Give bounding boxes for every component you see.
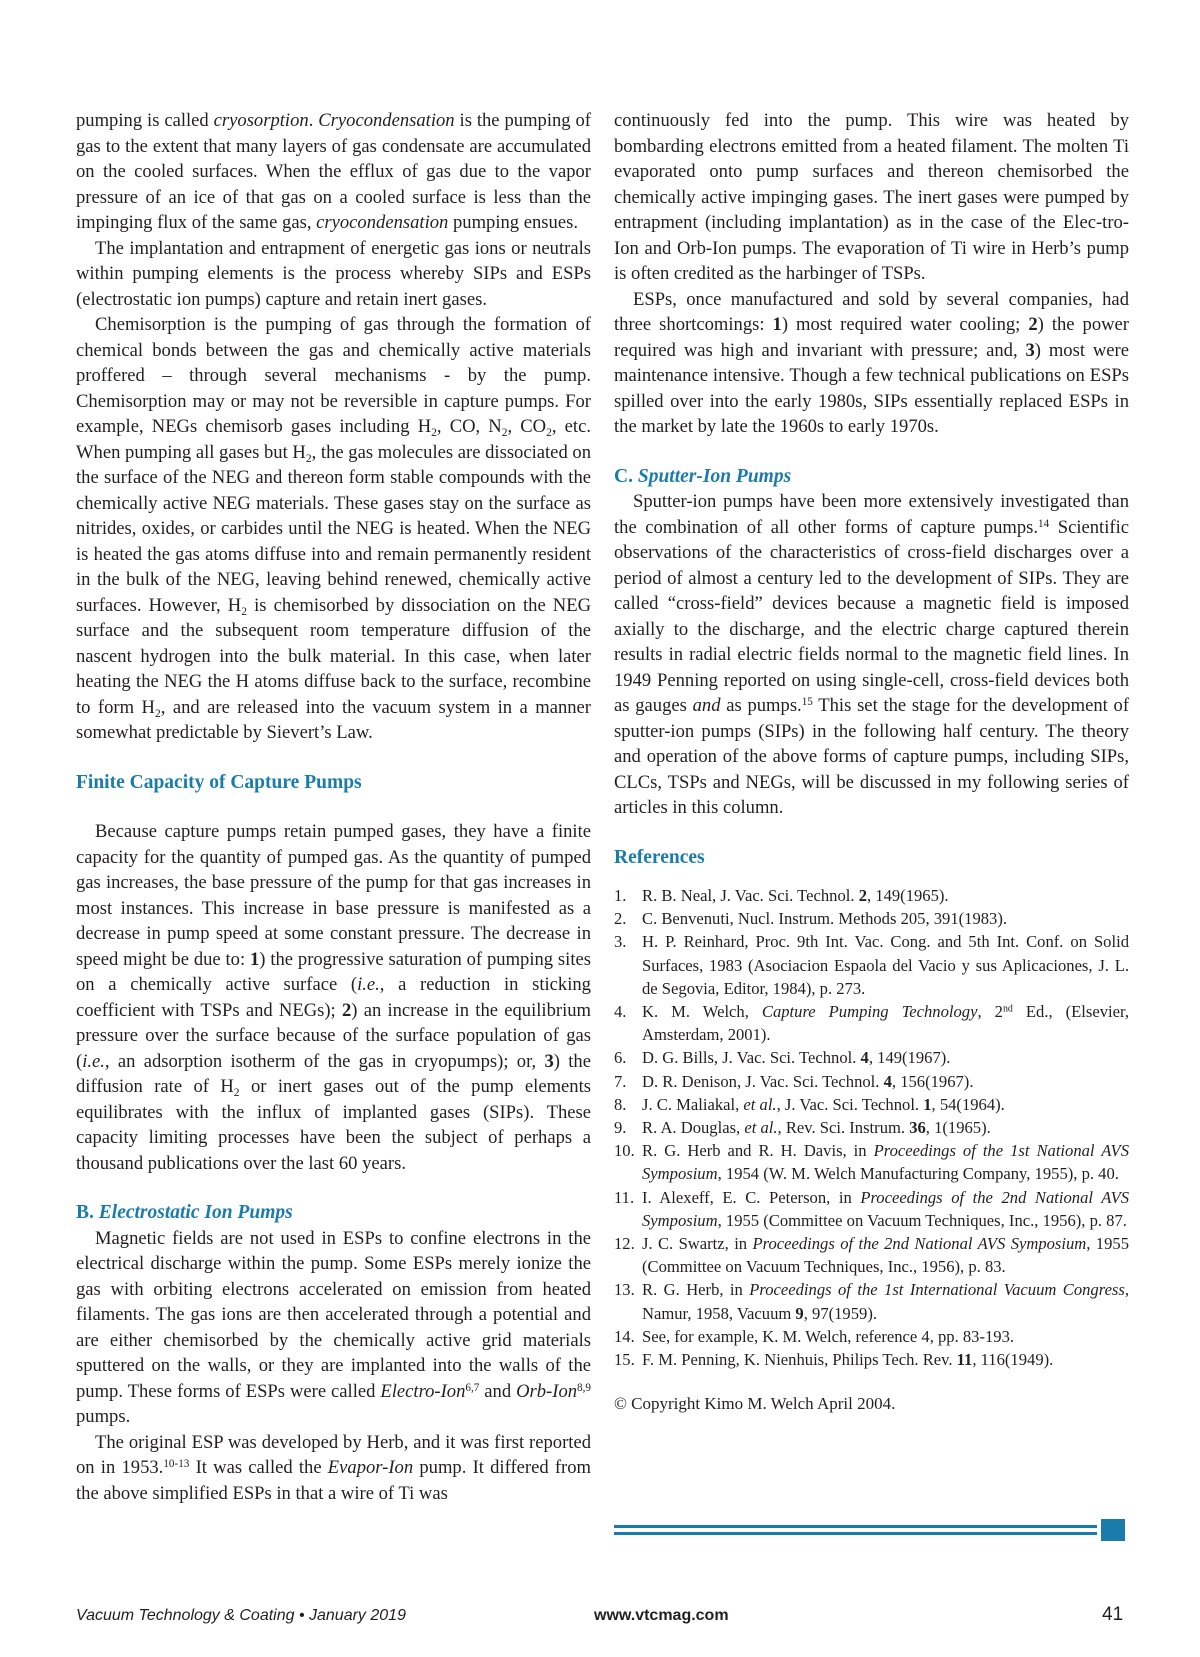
- reference-item: 11. I. Alexeff, E. C. Peterson, in Proceedings of the 2nd National AVS Symposium, 1955 (Committee on Vacuum Techniques, Inc., 1956), p. 87.: [614, 1187, 1130, 1230]
- reference-item: 13. R. G. Herb, in Proceedings of the 1st International Vacuum Congress, Namur, 1958, Vacuum 9, 97(1959).: [614, 1280, 1130, 1323]
- heading-sputter-ion-pumps: C. Sputter-Ion Pumps: [614, 465, 792, 487]
- reference-item: 4. K. M. Welch, Capture Pumping Technology, 2nd Ed., (Elsevier, Amsterdam, 2001).: [614, 1002, 1130, 1045]
- paragraph-chemisorption: Chemisorption is the pumping of gas through the formation of chemical bonds between the gas and chemically active materials proffered – through several mechanisms - by the pump. Chemisorption may or may not be reversible in capture pumps. For example, NEGs chemisorb gases including $H_2$, CO, $N_2$, $CO_2$, etc. When pumping all gases but $H_2$, the gas molecules are dissociated on the surface of the NEG and thereon form stable compounds with the chemically active NEG materials. These gases stay on the surface as nitrides, oxides, or carbides until the NEG is heated. When the NEG is heated the gas atoms diffuse into and remain permanently resident in the bulk of the NEG, leaving behind renewed, chemically active surfaces. However, $H_2$ is chemisorbed by dissociation on the NEG surface and the subsequent room temperature diffusion of the nascent hydrogen into the bulk material. In this case, when later heating the NEG the H atoms diffuse back to the surface, recombine to form $H_2$, and are released into the vacuum system in a manner somewhat predictable by Sievert’s Law.: [76, 314, 591, 743]
- copyright-notice: © Copyright Kimo M. Welch April 2004.: [614, 1394, 896, 1414]
- reference-item: 2. C. Benvenuti, Nucl. Instrum. Methods 205, 391(1983).: [614, 909, 1008, 929]
- reference-item: 3. H. P. Reinhard, Proc. 9th Int. Vac. Cong. and 5th Int. Conf. on Solid Surfaces, 1983 (Asociacion Espaola del Vacio y sus Aplicaciones, J. L. de Segovia, Editor, 1984), p. 273.: [614, 932, 1129, 998]
- reference-item: 9. R. A. Douglas, et al., Rev. Sci. Instrum. 36, 1(1965).: [614, 1118, 991, 1138]
- page-number: 41: [1102, 1604, 1124, 1625]
- right-column: [614, 108, 1129, 1417]
- paragraph-evapor-ion: continuously fed into the pump. This wire was heated by bombarding electrons emitted from a heated filament. The molten Ti evaporated onto pump surfaces and thereon chemisorbed the chemically active impinging gases. The inert gases were pumped by entrapment (including implantation) as in the case of the Elec-tro-Ion and Orb-Ion pumps. The evaporation of Ti wire in Herb’s pump is often credited as the harbinger of TSPs.: [614, 110, 1129, 284]
- paragraph-implantation: The implantation and entrapment of energetic gas ions or neutrals within pumping elements is the process whereby SIPs and ESPs (electrostatic ion pumps) capture and retain inert gases.: [76, 237, 591, 310]
- footer-publication: Vacuum Technology & Coating • January 2019: [76, 1607, 406, 1624]
- paragraph-esp-description: Magnetic fields are not used in ESPs to confine electrons in the electrical discharge within the pump. Some ESPs merely ionize the gas with orbiting electrons accelerated on emission from heated filaments. The gas ions are then accelerated through a potential and are either chemisorbed by the chemically active grid materials sputtered on the walls, or they are implanted into the walls of the pump. These forms of ESPs were called Electro-Ion$^{6,7}$ and Orb-Ion$^{8,9}$ pumps.: [76, 1227, 591, 1427]
- reference-item: 8. J. C. Maliakal, et al., J. Vac. Sci. Technol. 1, 54(1964).: [614, 1094, 1005, 1114]
- paragraph-sputter-ion: Sputter-ion pumps have been more extensively investigated than the combination of all other forms of capture pumps.$^{14}$ Scientific observations of the characteristics of cross-field discharges over a period of almost a century led to the development of SIPs. They are called “cross-field” devices because a magnetic field is imposed axially to the discharge, and the electric charge captured therein results in radial electric fields normal to the magnetic field lines. In 1949 Penning reported on using single-cell, cross-field devices both as gauges and as pumps.$^{15}$ This set the stage for the development of sputter-ion pumps (SIPs) in the following half century. The theory and operation of the above forms of capture pumps, including SIPs, CLCs, TSPs and NEGs, will be discussed in my following series of articles in this column.: [614, 491, 1130, 818]
- reference-item: 7. D. R. Denison, J. Vac. Sci. Technol. 4, 156(1967).: [614, 1071, 974, 1091]
- end-mark-square-icon: [1101, 1519, 1125, 1541]
- reference-item: 15. F. M. Penning, K. Nienhuis, Philips Tech. Rev. 11, 116(1949).: [614, 1350, 1054, 1370]
- left-column: [76, 108, 591, 1506]
- reference-item: 6. D. G. Bills, J. Vac. Sci. Technol. 4, 149(1967).: [614, 1048, 951, 1068]
- reference-item: 14. See, for example, K. M. Welch, reference 4, pp. 83-193.: [614, 1326, 1015, 1346]
- heading-electrostatic-ion-pumps: B. Electrostatic Ion Pumps: [76, 1202, 293, 1223]
- end-of-article-rule: [614, 1525, 1097, 1533]
- reference-list: [614, 884, 1129, 1371]
- paragraph-original-esp: The original ESP was developed by Herb, and it was first reported on in 1953.$^{10-13}$ It was called the Evapor-Ion pump. It differed from the above simplified ESPs in that a wire of Ti was: [76, 1431, 591, 1504]
- paragraph-cryosorption: pumping is called cryosorption. Cryocondensation is the pumping of gas to the extent that many layers of gas condensate are accumulated on the cooled surfaces. When the efflux of gas due to the vapor pressure of an ice of that gas on a cooled surface is less than the impinging flux of the same gas, cryocondensation pumping ensues.: [76, 110, 591, 233]
- heading-finite-capacity: Finite Capacity of Capture Pumps: [76, 771, 362, 793]
- heading-references: References: [614, 846, 705, 868]
- footer-website-link[interactable]: www.vtcmag.com: [594, 1607, 729, 1624]
- reference-item: 1. R. B. Neal, J. Vac. Sci. Technol. 2, 149(1965).: [614, 886, 949, 905]
- reference-item: 12. J. C. Swartz, in Proceedings of the 2nd National AVS Symposium, 1955 (Committee on Vacuum Techniques, Inc., 1956), p. 83.: [614, 1234, 1129, 1277]
- paragraph-finite-capacity: Because capture pumps retain pumped gases, they have a finite capacity for the quantity of pumped gas. As the quantity of pumped gas increases, the base pressure of the pump for that gas increases in most instances. This increase in base pressure is manifested as a decrease in pump speed at some constant pressure. The decrease in speed might be due to: 1) the progressive saturation of pumping sites on a chemically active surface (i.e., a reduction in sticking coefficient with TSPs and NEGs); 2) an increase in the equilibrium pressure over the surface because of the surface population of gas (i.e., an adsorption isotherm of the gas in cryopumps); or, 3) the diffusion rate of $H_2$ or inert gases out of the pump elements equilibrates with the influx of implanted gases (SIPs). These capacity limiting processes have been the subject of perhaps a thousand publications over the last 60 years.: [76, 821, 592, 1174]
- paragraph-esp-shortcomings: ESPs, once manufactured and sold by several companies, had three shortcomings: 1) most required water cooling; 2) the power required was high and invariant with pressure; and, 3) most were maintenance intensive. Though a few technical publications on ESPs spilled over into the early 1980s, SIPs essentially replaced ESPs in the market by late the 1960s to early 1970s.: [614, 288, 1129, 437]
- reference-item: 10. R. G. Herb and R. H. Davis, in Proceedings of the 1st National AVS Symposium, 1954 (W. M. Welch Manufacturing Company, 1955), p. 40.: [614, 1141, 1129, 1184]
